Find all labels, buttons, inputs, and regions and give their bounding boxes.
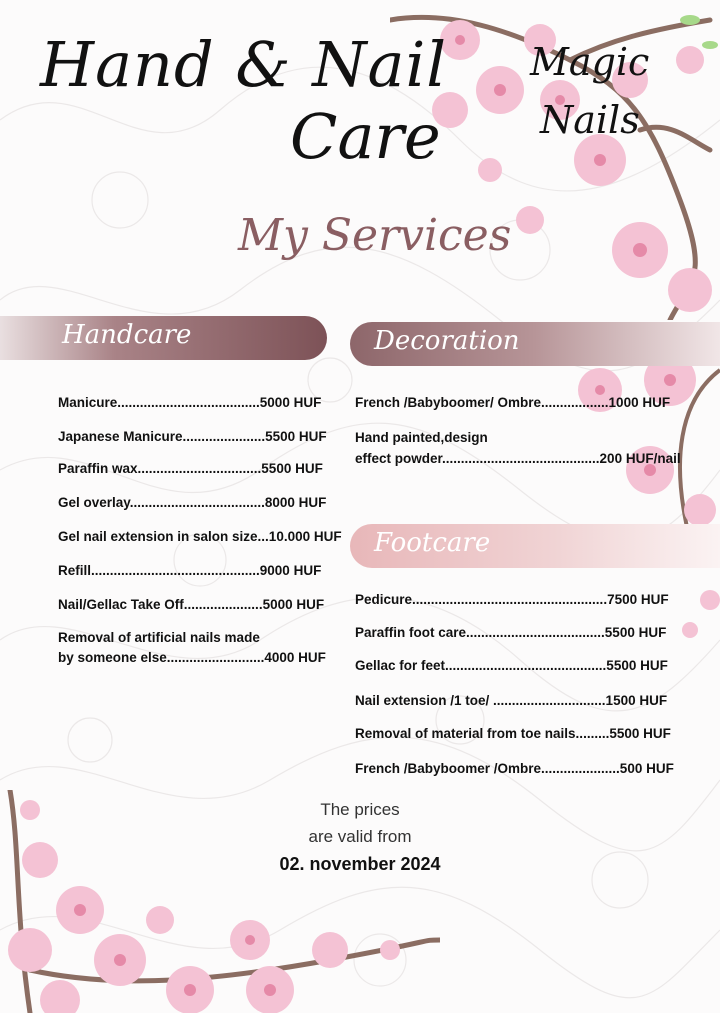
title-line-2: Care — [290, 100, 441, 173]
handcare-item: Gel nail extension in salon size...10.000 HUF — [58, 529, 342, 544]
footcare-banner — [350, 524, 720, 568]
decoration-item: Hand painted,design — [355, 430, 488, 445]
validity-date: 02. november 2024 — [279, 854, 441, 874]
handcare-item: Gel overlay....................................8000 HUF — [58, 495, 327, 510]
footcare-item: Nail extension /1 toe/ ..............................1500 HUF — [355, 693, 668, 708]
handcare-item: Manicure......................................5000 HUF — [58, 395, 322, 410]
handcare-item: Nail/Gellac Take Off.....................5000 HUF — [58, 597, 325, 612]
decoration-item: effect powder..........................................200 HUF/nail — [355, 451, 681, 466]
decoration-title: Decoration — [374, 326, 520, 356]
footcare-item: Gellac for feet...........................................5500 HUF — [355, 658, 668, 673]
subtitle: My Services — [238, 210, 512, 261]
handcare-item: by someone else..........................4000 HUF — [58, 650, 326, 665]
footcare-item: Pedicure....................................................7500 HUF — [355, 592, 669, 607]
footcare-title: Footcare — [374, 528, 491, 558]
footcare-item: Paraffin foot care.....................................5500 HUF — [355, 625, 667, 640]
handcare-item: Refill.............................................9000 HUF — [58, 563, 322, 578]
handcare-item: Japanese Manicure......................5500 HUF — [58, 429, 327, 444]
title-line-1: Hand & Nail — [40, 28, 448, 101]
decoration-banner — [350, 322, 720, 366]
handcare-item: Paraffin wax.................................5500 HUF — [58, 461, 323, 476]
handcare-banner — [0, 316, 327, 360]
footcare-item: French /Babyboomer /Ombre.....................500 HUF — [355, 761, 674, 776]
cherry-blossom-bottom-left-icon — [0, 790, 440, 1013]
handcare-item: Removal of artificial nails made — [58, 630, 260, 645]
validity-line-1: The prices — [320, 800, 400, 819]
decoration-item: French /Babyboomer/ Ombre..................1000 HUF — [355, 395, 671, 410]
handcare-title: Handcare — [62, 320, 192, 350]
brand-line-2: Nails — [540, 98, 640, 142]
footcare-item: Removal of material from toe nails.........5500 HUF — [355, 726, 671, 741]
brand-line-1: Magic — [530, 40, 650, 84]
validity-line-2: are valid from — [308, 827, 412, 846]
